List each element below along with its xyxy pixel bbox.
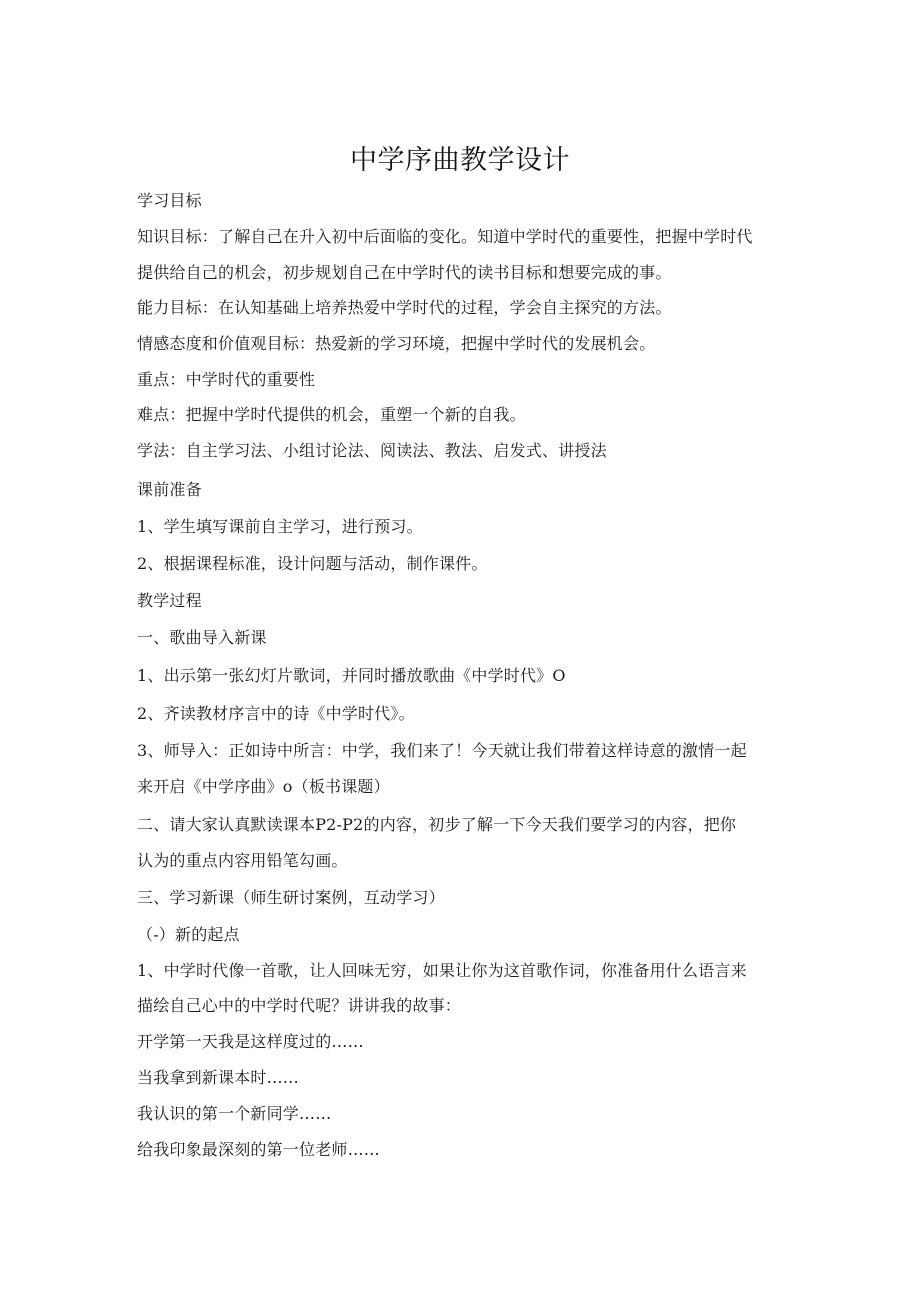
prompt-line: 开学第一天我是这样度过的……: [137, 1032, 364, 1051]
heading-preparation: 课前准备: [137, 480, 202, 499]
paragraph-line: 能力目标：在认知基础上培养热爱中学时代的过程，学会自主探究的方法。: [137, 298, 672, 317]
paragraph-line: 情感态度和价值观目标：热爱新的学习环境，把握中学时代的发展机会。: [137, 334, 656, 353]
paragraph-line: 2、根据课程标准，设计问题与活动，制作课件。: [137, 554, 488, 573]
paragraph-line: 知识目标：了解自己在升入初中后面临的变化。知道中学时代的重要性，把握中学时代: [137, 227, 753, 246]
subsection-heading: （-）新的起点: [137, 925, 240, 944]
paragraph-line: 学法：自主学习法、小组讨论法、阅读法、教法、启发式、讲授法: [137, 441, 607, 460]
paragraph-line: 重点：中学时代的重要性: [137, 370, 316, 389]
heading-learning-objectives: 学习目标: [137, 191, 202, 210]
paragraph-line: 3、师导入：正如诗中所言：中学，我们来了！今天就让我们带着这样诗意的激情一起: [137, 741, 747, 760]
paragraph-line: 认为的重点内容用铅笔勾画。: [137, 851, 348, 870]
heading-teaching-process: 教学过程: [137, 591, 202, 610]
paragraph-line: 难点：把握中学时代提供的机会，重塑一个新的自我。: [137, 405, 526, 424]
paragraph-line: 1、学生填写课前自主学习，进行预习。: [137, 517, 423, 536]
paragraph-line: 提供给自己的机会，初步规划自己在中学时代的读书目标和想要完成的事。: [137, 263, 672, 282]
paragraph-line: 2、齐读教材序言中的诗《中学时代》。: [137, 704, 415, 723]
prompt-line: 我认识的第一个新同学……: [137, 1104, 332, 1123]
paragraph-line: 1、出示第一张幻灯片歌词，并同时播放歌曲《中学时代》O: [137, 666, 566, 685]
prompt-line: 当我拿到新课本时……: [137, 1068, 300, 1087]
paragraph-line: 1、中学时代像一首歌，让人回味无穷，如果让你为这首歌作词，你准备用什么语言来: [137, 961, 747, 980]
paragraph-line: 来开启《中学序曲》o（板书课题）: [137, 777, 390, 796]
document-title: 中学序曲教学设计: [350, 145, 570, 176]
section-heading: 三、学习新课（师生研讨案例，互动学习）: [137, 888, 445, 907]
section-heading: 一、歌曲导入新课: [137, 628, 267, 647]
paragraph-line: 描绘自己心中的中学时代呢？讲讲我的故事：: [137, 996, 462, 1015]
paragraph-line: 二、请大家认真默读课本P2-P2的内容，初步了解一下今天我们要学习的内容，把你: [137, 815, 737, 834]
prompt-line: 给我印象最深刻的第一位老师……: [137, 1140, 381, 1159]
